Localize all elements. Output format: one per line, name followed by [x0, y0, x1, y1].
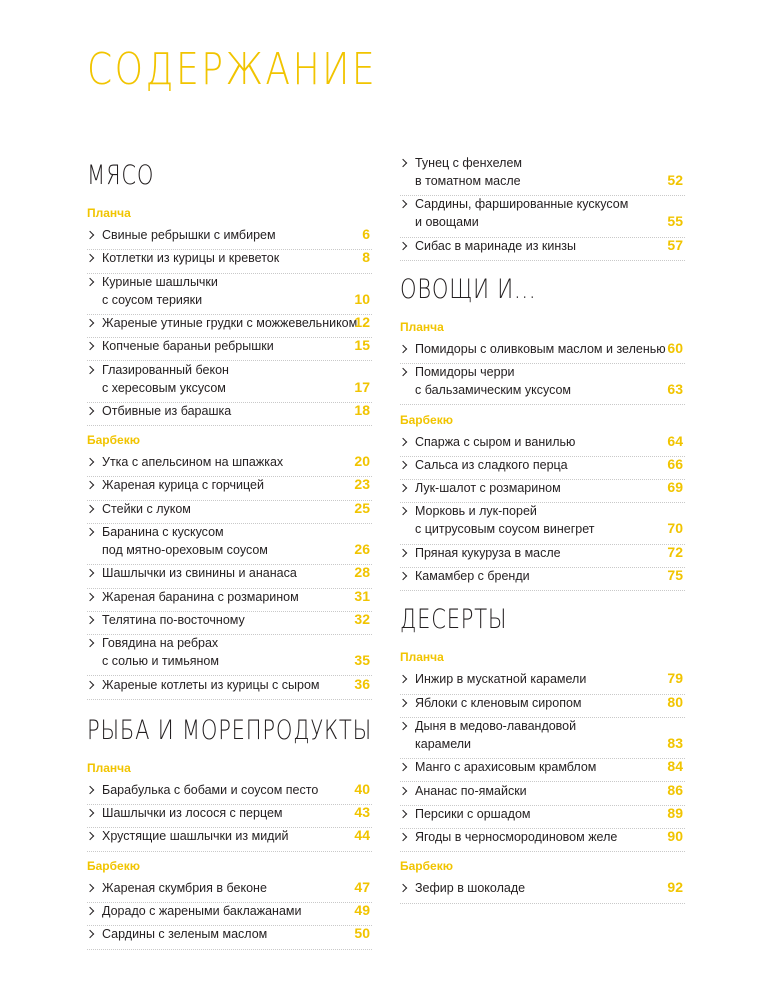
- chevron-right-icon: [86, 277, 94, 285]
- group-label: Барбекю: [400, 859, 453, 874]
- group-label: Планча: [87, 206, 131, 220]
- toc-entry[interactable]: [87, 402, 372, 426]
- toc-entry[interactable]: [87, 879, 372, 903]
- toc-page-number: 90: [667, 828, 683, 845]
- toc-entry[interactable]: [87, 588, 372, 612]
- toc-entry-title: Сибас в маринаде из кинзы: [415, 238, 576, 253]
- toc-page-number: 83: [667, 734, 683, 751]
- toc-entry-title: Куриные шашлычки: [102, 274, 218, 289]
- toc-entry-title: Жареная скумбрия в беконе: [102, 880, 267, 895]
- toc-entry[interactable]: [87, 634, 372, 676]
- toc-entry-title: Помидоры черри: [415, 365, 515, 380]
- group-label: Планча: [87, 760, 131, 775]
- toc-page-number: 70: [667, 520, 683, 537]
- toc-entry-title: Жареные котлеты из курицы с сыром: [102, 677, 320, 692]
- section-title: ОВОЩИ И...: [400, 273, 537, 305]
- toc-entry-title: Пряная кукуруза в масле: [415, 545, 561, 560]
- toc-page-number: 26: [354, 541, 370, 557]
- toc-page-number: 43: [354, 804, 370, 821]
- toc-entry-title: Тунец с фенхелем: [415, 156, 523, 170]
- chevron-right-icon: [399, 368, 407, 376]
- toc-page-number: 79: [667, 670, 683, 687]
- toc-entry-title: Телятина по-восточному: [102, 612, 245, 627]
- toc-entry[interactable]: [87, 925, 372, 949]
- toc-entry[interactable]: [87, 453, 372, 477]
- chevron-right-icon: [86, 458, 94, 466]
- toc-page-number: 47: [354, 878, 370, 895]
- toc-page-number: 86: [667, 781, 683, 798]
- toc-page-number: 50: [354, 925, 370, 942]
- toc-page-number: 40: [354, 780, 370, 797]
- toc-entry-title: Сардины с зеленым маслом: [102, 927, 268, 942]
- toc-entry[interactable]: [87, 611, 372, 635]
- toc-entry-title: с бальзамическим уксусом: [415, 383, 571, 398]
- toc-entry-title: Манго с арахисовым крамблом: [415, 760, 597, 775]
- toc-entry-title: Шашлычки из лосося с перцем: [102, 806, 283, 821]
- toc-entry[interactable]: [87, 902, 372, 926]
- toc-entry[interactable]: [400, 433, 685, 457]
- group-label: Барбекю: [87, 433, 140, 448]
- chevron-right-icon: [86, 592, 94, 600]
- toc-entry-title: Дорадо с жареными баклажанами: [102, 904, 302, 918]
- chevron-right-icon: [399, 159, 407, 167]
- toc-entry-title: Морковь и лук-порей: [415, 504, 537, 519]
- chevron-right-icon: [86, 786, 94, 794]
- toc-entry[interactable]: [400, 694, 685, 718]
- toc-entry-title: Персики с оршадом: [415, 806, 531, 821]
- chevron-right-icon: [86, 254, 94, 262]
- toc-page-number: 66: [667, 455, 683, 472]
- toc-page-number: 28: [354, 564, 370, 581]
- toc-page-number: 72: [667, 543, 683, 560]
- toc-entry-title: карамели: [415, 736, 472, 751]
- toc-page-number: 35: [354, 652, 370, 669]
- chevron-right-icon: [86, 809, 94, 817]
- toc-entry-title: Сальса из сладкого перца: [415, 457, 568, 472]
- toc-page-number: 64: [667, 432, 683, 449]
- toc-entry[interactable]: [400, 717, 685, 759]
- chevron-right-icon: [399, 200, 407, 208]
- toc-entry[interactable]: [87, 676, 372, 700]
- toc-page-number: 84: [667, 758, 683, 775]
- toc-entry[interactable]: [400, 758, 685, 782]
- toc-entry[interactable]: [87, 273, 372, 315]
- chevron-right-icon: [399, 241, 407, 249]
- chevron-right-icon: [86, 342, 94, 350]
- section-title: ДЕСЕРТЫ: [400, 604, 508, 636]
- toc-entry-title: Ананас по-ямайски: [415, 783, 527, 798]
- toc-page-number: 25: [354, 499, 370, 516]
- chevron-right-icon: [399, 722, 407, 730]
- toc-page-number: 12: [354, 313, 370, 330]
- toc-entry[interactable]: [400, 567, 685, 591]
- toc-entry-title: Говядина на ребрах: [102, 636, 219, 651]
- chevron-right-icon: [86, 930, 94, 938]
- toc-page-number: 55: [667, 213, 683, 230]
- chevron-right-icon: [86, 319, 94, 327]
- toc-entry-title: Камамбер с бренди: [415, 569, 530, 583]
- toc-page-number: 49: [354, 902, 370, 918]
- chevron-right-icon: [399, 572, 407, 580]
- toc-page-number: 20: [354, 453, 370, 470]
- toc-entry-title: Помидоры с оливковым маслом и зеленью: [415, 341, 666, 356]
- toc-entry-title: Шашлычки из свинины и ананаса: [102, 566, 297, 581]
- toc-entry[interactable]: [400, 879, 685, 903]
- chevron-right-icon: [399, 484, 407, 492]
- toc-entry[interactable]: [87, 827, 372, 851]
- chevron-right-icon: [86, 481, 94, 489]
- toc-entry-title: и овощами: [415, 215, 479, 230]
- group-label: Планча: [400, 650, 444, 665]
- chevron-right-icon: [399, 810, 407, 818]
- toc-page-number: 52: [667, 172, 683, 188]
- chevron-right-icon: [86, 639, 94, 647]
- toc-page-number: 18: [354, 401, 370, 418]
- toc-entry-title: Котлетки из курицы и креветок: [102, 251, 280, 266]
- toc-entry-title: Барабулька с бобами и соусом песто: [102, 782, 319, 797]
- chevron-right-icon: [86, 883, 94, 891]
- chevron-right-icon: [86, 569, 94, 577]
- chevron-right-icon: [399, 345, 407, 353]
- toc-page-number: 32: [354, 610, 370, 627]
- chevron-right-icon: [399, 698, 407, 706]
- toc-entry-title: Баранина с кускусом: [102, 525, 224, 539]
- toc-entry-title: с хересовым уксусом: [102, 380, 226, 395]
- group-label: Барбекю: [87, 858, 140, 873]
- toc-entry[interactable]: [400, 340, 685, 364]
- toc-page-number: 17: [354, 378, 370, 395]
- toc-entry-title: под мятно-ореховым соусом: [102, 543, 268, 557]
- toc-entry-title: Жареные утиные грудки с можжевельником: [102, 315, 358, 330]
- chevron-right-icon: [399, 507, 407, 515]
- toc-entry-title: Инжир в мускатной карамели: [415, 672, 587, 687]
- toc-entry[interactable]: [400, 544, 685, 568]
- toc-entry[interactable]: [400, 363, 685, 405]
- section-title: РЫБА И МОРЕПРОДУКТЫ: [87, 714, 372, 746]
- toc-entry[interactable]: [400, 154, 685, 196]
- toc-entry-title: с соусом терияки: [102, 292, 203, 307]
- toc-page-number: 60: [667, 339, 683, 356]
- toc-page-number: 8: [362, 249, 370, 266]
- toc-entry-title: Лук-шалот с розмарином: [415, 481, 561, 496]
- toc-page-number: 89: [667, 804, 683, 821]
- toc-page-number: 75: [667, 567, 683, 583]
- toc-entry-title: Сардины, фаршированные кускусом: [415, 197, 629, 212]
- toc-entry-title: Стейки с луком: [102, 501, 191, 516]
- toc-entry[interactable]: [87, 564, 372, 588]
- toc-page-number: 44: [354, 827, 370, 844]
- toc-entry[interactable]: [400, 805, 685, 829]
- chevron-right-icon: [399, 763, 407, 771]
- toc-entry-title: с цитрусовым соусом винегрет: [415, 522, 595, 537]
- toc-page-number: 80: [667, 693, 683, 710]
- toc-entry[interactable]: [87, 781, 372, 805]
- toc-page-number: 23: [354, 476, 370, 493]
- toc-entry-title: Зефир в шоколаде: [415, 881, 526, 896]
- toc-entry[interactable]: [87, 337, 372, 361]
- toc-entry[interactable]: [400, 456, 685, 480]
- toc-entry[interactable]: [87, 314, 372, 338]
- toc-page-number: 31: [354, 587, 370, 604]
- toc-entry[interactable]: [87, 804, 372, 828]
- group-label: Барбекю: [400, 412, 453, 427]
- toc-entry[interactable]: [87, 249, 372, 273]
- toc-entry-title: Ягоды в черносмородиновом желе: [415, 830, 618, 845]
- toc-page-number: 57: [667, 236, 683, 253]
- toc-entry-title: Жареная баранина с розмарином: [102, 589, 299, 604]
- chevron-right-icon: [86, 504, 94, 512]
- chevron-right-icon: [399, 437, 407, 445]
- toc-entry[interactable]: [400, 670, 685, 694]
- chevron-right-icon: [86, 365, 94, 373]
- toc-page-number: 36: [354, 675, 370, 692]
- chevron-right-icon: [86, 832, 94, 840]
- toc-entry-title: Утка с апельсином на шпажках: [102, 455, 284, 470]
- toc-entry[interactable]: [87, 226, 372, 250]
- chevron-right-icon: [86, 407, 94, 415]
- toc-entry[interactable]: [400, 479, 685, 503]
- toc-entry-title: Дыня в медово-лавандовой: [415, 718, 577, 733]
- toc-entry[interactable]: [400, 502, 685, 544]
- toc-entry-title: Яблоки с кленовым сиропом: [415, 695, 582, 710]
- toc-entry-title: Копченые бараньи ребрышки: [102, 339, 274, 354]
- toc-page-number: 63: [667, 381, 683, 398]
- chevron-right-icon: [399, 548, 407, 556]
- toc-entry-title: Хрустящие шашлычки из мидий: [102, 829, 289, 844]
- toc-page-number: 15: [354, 337, 370, 354]
- toc-entry-title: в томатном масле: [415, 174, 521, 188]
- toc-entry[interactable]: [87, 476, 372, 500]
- chevron-right-icon: [86, 528, 94, 536]
- chevron-right-icon: [399, 884, 407, 892]
- chevron-right-icon: [86, 231, 94, 239]
- chevron-right-icon: [399, 833, 407, 841]
- toc-entry[interactable]: [87, 500, 372, 524]
- toc-page-number: 69: [667, 479, 683, 496]
- toc-page-number: 10: [354, 290, 370, 307]
- toc-entry[interactable]: [400, 828, 685, 852]
- chevron-right-icon: [399, 786, 407, 794]
- chevron-right-icon: [399, 675, 407, 683]
- chevron-right-icon: [86, 616, 94, 624]
- toc-entry-title: Отбивные из барашка: [102, 403, 232, 418]
- chevron-right-icon: [86, 680, 94, 688]
- toc-entry-title: Спаржа с сыром и ванилью: [415, 434, 576, 449]
- toc-page-number: 92: [667, 879, 683, 896]
- toc-entry[interactable]: [400, 782, 685, 806]
- toc-entry-title: с солью и тимьяном: [102, 654, 219, 669]
- toc-entry[interactable]: [87, 361, 372, 403]
- section-title: МЯСО: [87, 160, 155, 191]
- toc-entry[interactable]: [400, 237, 685, 261]
- toc-entry[interactable]: [87, 523, 372, 565]
- toc-page-number: 6: [362, 226, 370, 242]
- toc-entry[interactable]: [400, 195, 685, 237]
- toc-entry-title: Свиные ребрышки с имбирем: [102, 228, 276, 242]
- group-label: Планча: [400, 319, 444, 334]
- chevron-right-icon: [86, 907, 94, 915]
- page-title: СОДЕРЖАНИЕ: [87, 44, 378, 95]
- toc-entry-title: Жареная курица с горчицей: [102, 478, 264, 493]
- toc-entry-title: Глазированный бекон: [102, 362, 229, 377]
- chevron-right-icon: [399, 461, 407, 469]
